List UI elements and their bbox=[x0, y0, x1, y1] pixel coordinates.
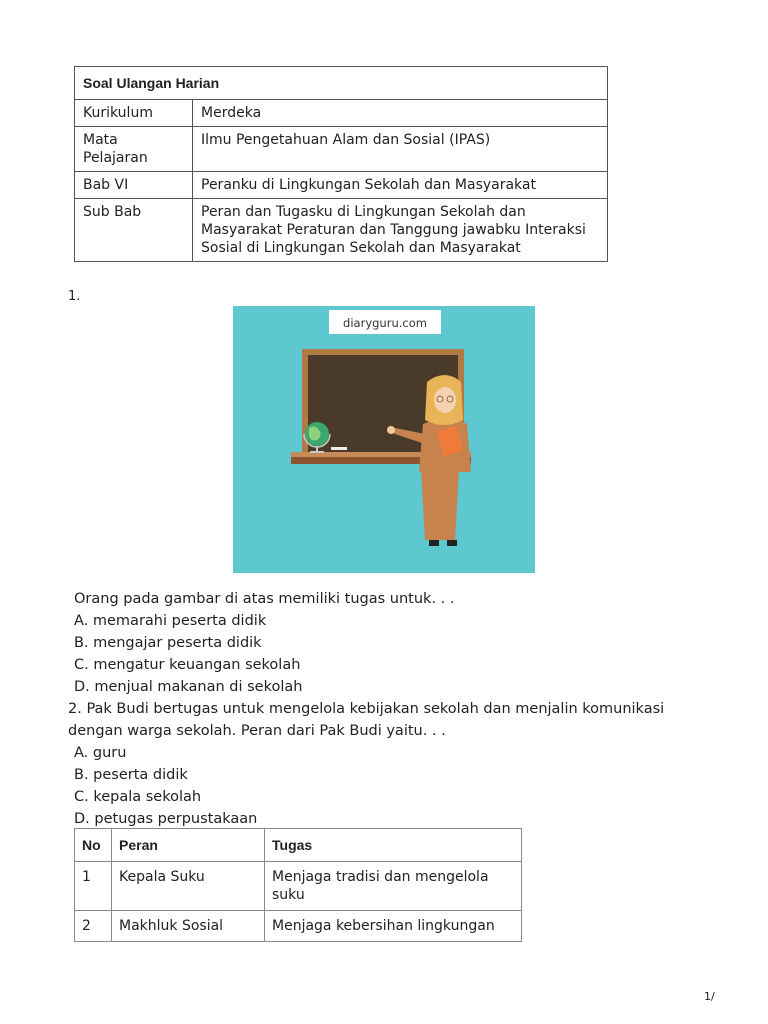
column-header-no: No bbox=[75, 829, 112, 862]
header-value: Peran dan Tugasku di Lingkungan Sekolah dan Masyarakat Peraturan dan Tanggung jawabku Interaksi Sosial di Lingkungan Sekolah dan Masyarakat bbox=[193, 199, 608, 262]
cell-tugas: Menjaga tradisi dan mengelola suku bbox=[265, 862, 522, 911]
question-2-option-d: D. petugas perpustakaan bbox=[74, 811, 258, 827]
question-1-number: 1. bbox=[68, 289, 81, 304]
header-row bbox=[75, 172, 608, 199]
header-label: Sub Bab bbox=[75, 199, 193, 262]
role-table bbox=[74, 828, 522, 942]
header-title: Soal Ulangan Harian bbox=[75, 67, 608, 100]
page-number: 1/ bbox=[704, 990, 715, 1003]
questions-block bbox=[68, 588, 708, 830]
header-row bbox=[75, 199, 608, 262]
header-row bbox=[75, 127, 608, 172]
question-1-text: Orang pada gambar di atas memiliki tugas untuk. . . bbox=[74, 591, 455, 607]
question-1-option-d: D. menjual makanan di sekolah bbox=[74, 679, 303, 695]
chalk-icon bbox=[331, 447, 347, 450]
watermark-text: diaryguru.com bbox=[343, 316, 427, 330]
cell-peran: Kepala Suku bbox=[112, 862, 265, 911]
table-row bbox=[75, 911, 522, 942]
question-2-text: 2. Pak Budi bertugas untuk mengelola kebijakan sekolah dan menjalin komunikasi dengan warga sekolah. Peran dari Pak Budi yaitu. . . bbox=[68, 701, 665, 739]
question-2-option-b: B. peserta didik bbox=[74, 767, 188, 783]
role-table-header bbox=[75, 829, 522, 862]
question-1-option-b: B. mengajar peserta didik bbox=[74, 635, 262, 651]
question-2-option-a: A. guru bbox=[74, 745, 127, 761]
cell-peran: Makhluk Sosial bbox=[112, 911, 265, 942]
table-row bbox=[75, 862, 522, 911]
header-table bbox=[74, 66, 608, 262]
question-1-option-a: A. memarahi peserta didik bbox=[74, 613, 267, 629]
question-1-option-c: C. mengatur keuangan sekolah bbox=[74, 657, 301, 673]
column-header-peran: Peran bbox=[112, 829, 265, 862]
question-2-option-c: C. kepala sekolah bbox=[74, 789, 202, 805]
header-label: Bab VI bbox=[75, 172, 193, 199]
cell-no: 2 bbox=[75, 911, 112, 942]
header-row bbox=[75, 100, 608, 127]
header-label: Mata Pelajaran bbox=[75, 127, 193, 172]
header-label: Kurikulum bbox=[75, 100, 193, 127]
header-value: Merdeka bbox=[193, 100, 608, 127]
header-value: Ilmu Pengetahuan Alam dan Sosial (IPAS) bbox=[193, 127, 608, 172]
column-header-tugas: Tugas bbox=[265, 829, 522, 862]
cell-no: 1 bbox=[75, 862, 112, 911]
header-value: Peranku di Lingkungan Sekolah dan Masyarakat bbox=[193, 172, 608, 199]
teacher-illustration bbox=[233, 306, 535, 573]
cell-tugas: Menjaga kebersihan lingkungan bbox=[265, 911, 522, 942]
